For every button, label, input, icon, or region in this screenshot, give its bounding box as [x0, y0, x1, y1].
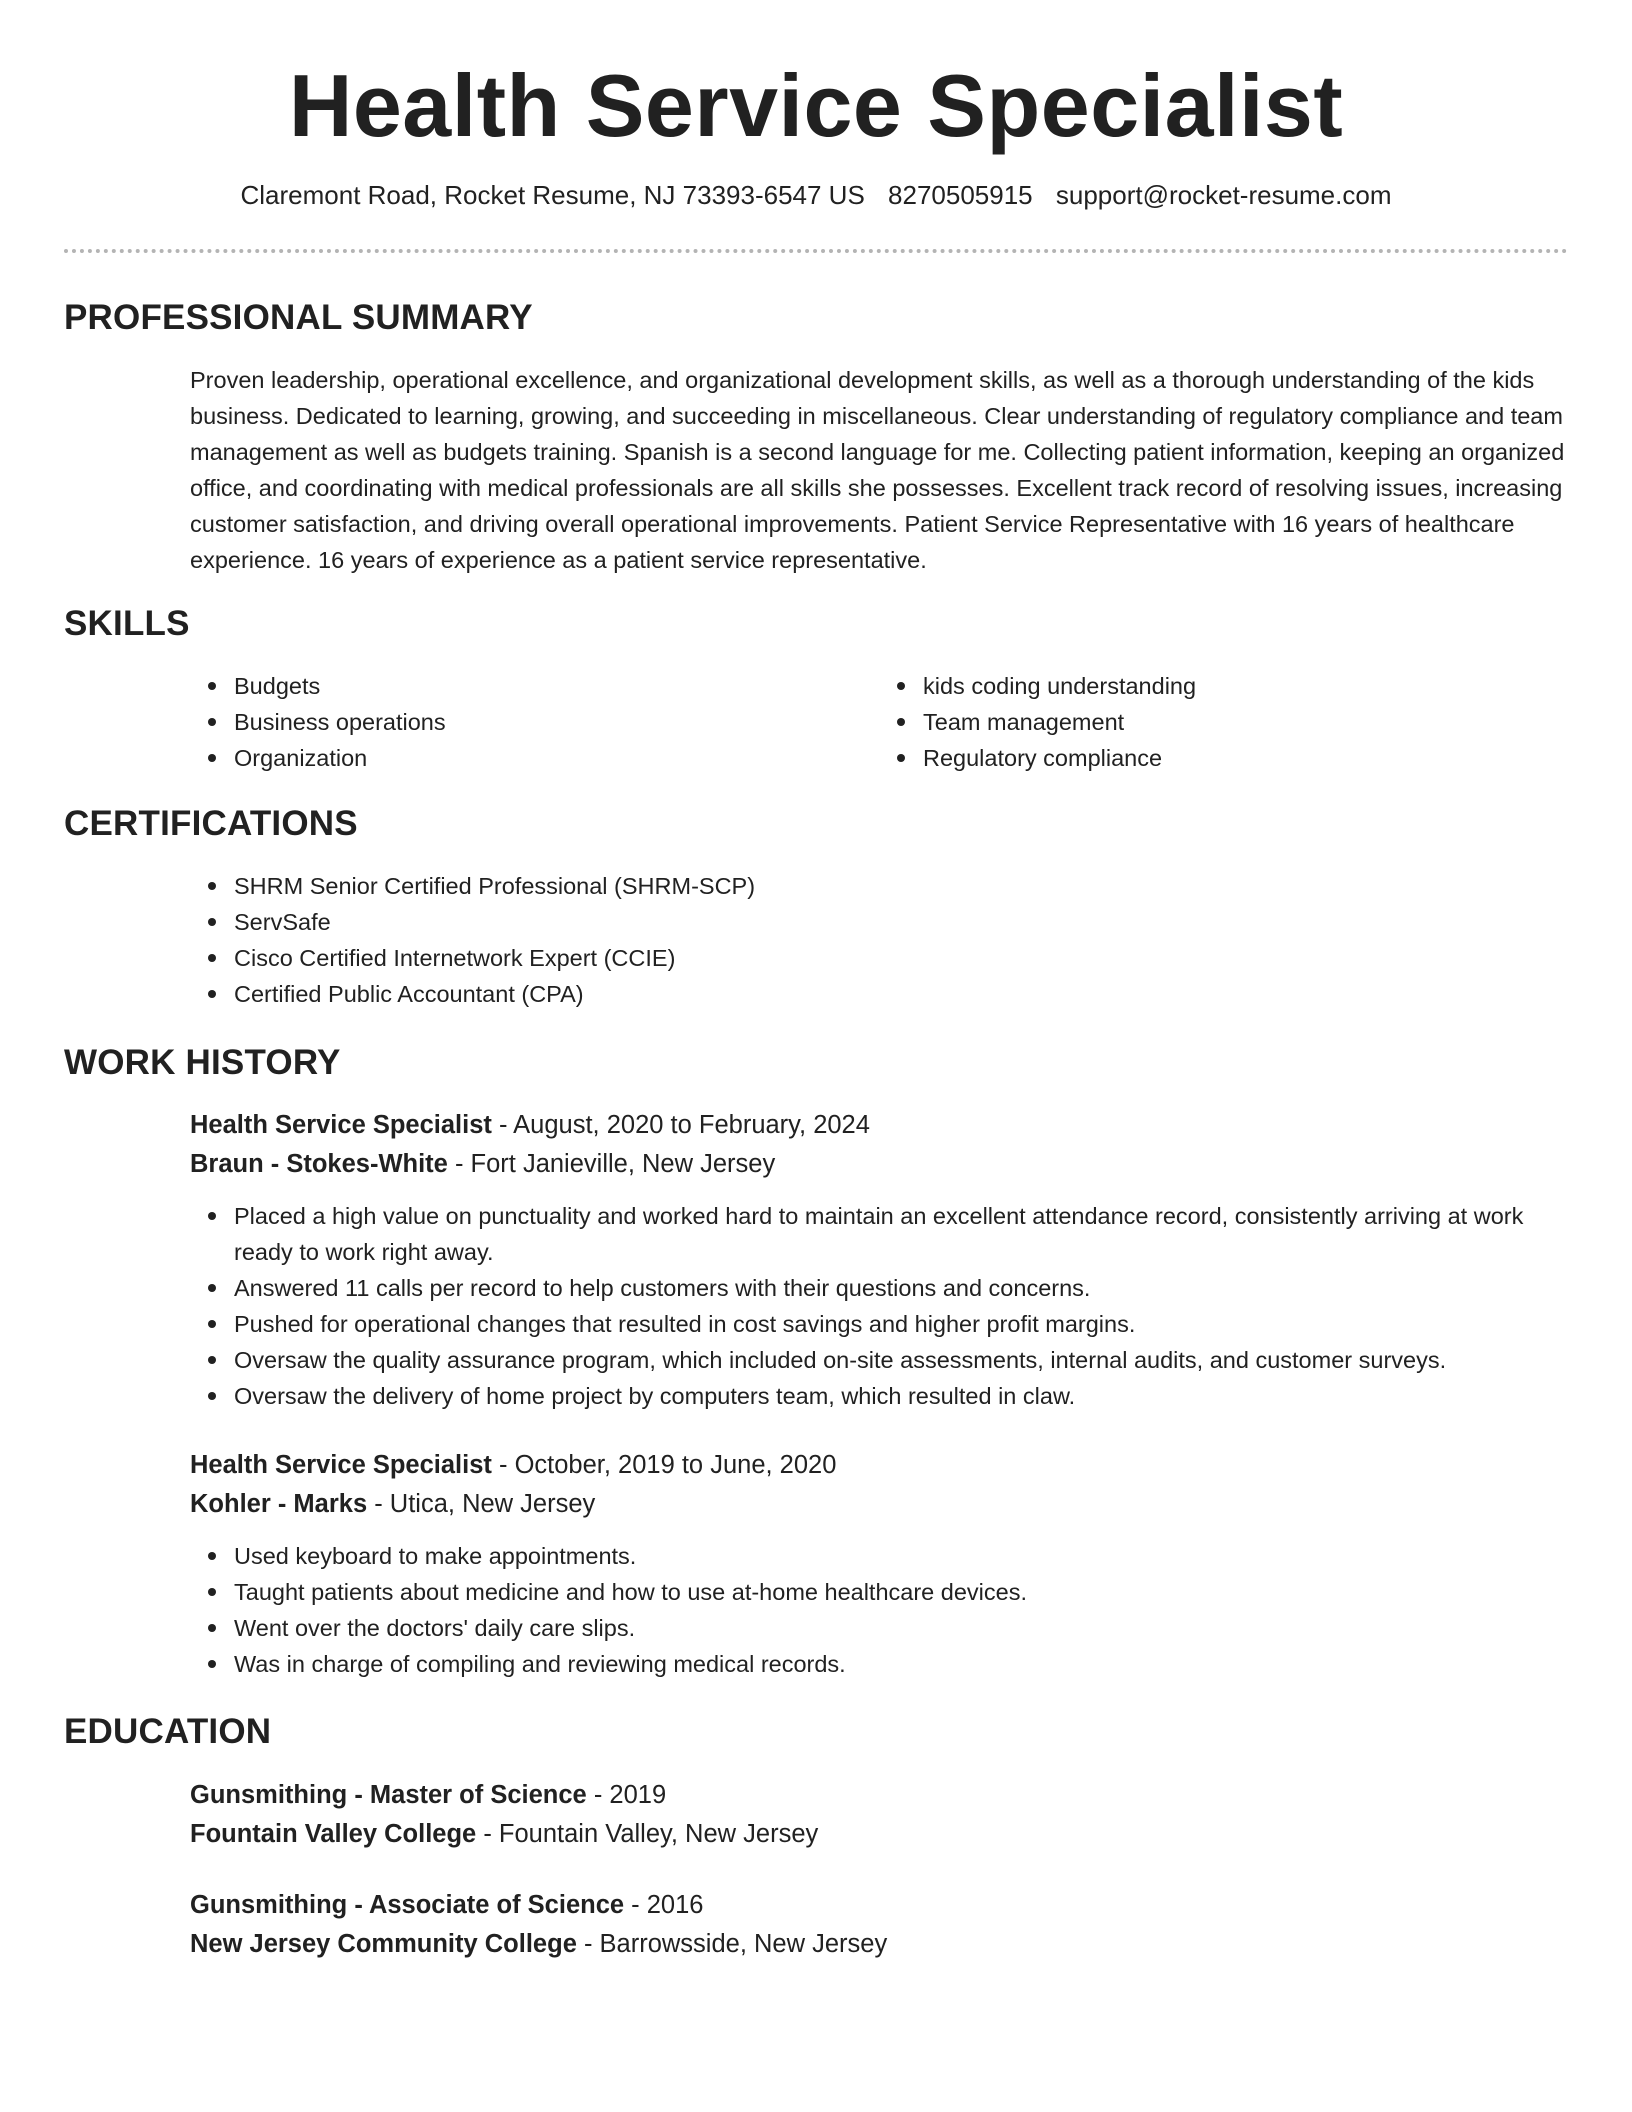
job-bullets — [190, 1198, 1568, 1414]
certification-item: SHRM Senior Certified Professional (SHRM-SCP) — [234, 868, 1568, 904]
job-bullet: Used keyboard to make appointments. — [234, 1538, 1568, 1574]
job-dates: - October, 2019 to June, 2020 — [491, 1451, 837, 1479]
job-role: Health Service Specialist — [190, 1451, 492, 1479]
contact-line — [64, 180, 1568, 210]
job-bullet: Placed a high value on punctuality and worked hard to maintain an excellent attendance record, consistently arriving at work ready to work right away. — [234, 1198, 1568, 1270]
job-company-line — [190, 1145, 1568, 1184]
job-bullet: Oversaw the delivery of home project by computers team, which resulted in claw. — [234, 1378, 1568, 1414]
contact-email: support@rocket-resume.com — [1055, 180, 1392, 210]
skill-item: kids coding understanding — [923, 668, 1568, 704]
school-name: Fountain Valley College — [190, 1820, 477, 1848]
job-location: - Fort Janieville, New Jersey — [447, 1150, 776, 1178]
education-entry — [190, 1886, 1568, 1964]
skills-column-right — [879, 668, 1568, 776]
school-line — [190, 1925, 1568, 1964]
school-line — [190, 1815, 1568, 1854]
job-bullet: Was in charge of compiling and reviewing medical records. — [234, 1646, 1568, 1682]
school-location: - Barrowsside, New Jersey — [576, 1930, 888, 1958]
certification-item: Cisco Certified Internetwork Expert (CCIE) — [234, 940, 1568, 976]
school-name: New Jersey Community College — [190, 1930, 577, 1958]
degree-line — [190, 1776, 1568, 1815]
certifications-list — [190, 868, 1568, 1012]
work-history-heading: WORK HISTORY — [64, 1043, 341, 1082]
job-bullet: Pushed for operational changes that resulted in cost savings and higher profit margins. — [234, 1306, 1568, 1342]
certification-item: ServSafe — [234, 904, 1568, 940]
education-heading: EDUCATION — [64, 1712, 272, 1751]
summary-heading: PROFESSIONAL SUMMARY — [64, 298, 533, 337]
job-bullet: Taught patients about medicine and how to use at-home healthcare devices. — [234, 1574, 1568, 1610]
skill-item: Organization — [234, 740, 879, 776]
certifications-section — [190, 868, 1568, 1012]
job-title-line — [190, 1106, 1568, 1145]
degree-name: Gunsmithing - Master of Science — [190, 1781, 587, 1809]
degree-year: - 2019 — [586, 1781, 667, 1809]
job-dates: - August, 2020 to February, 2024 — [491, 1111, 870, 1139]
skill-item: Regulatory compliance — [923, 740, 1568, 776]
job-entry — [190, 1106, 1568, 1414]
candidate-name: Health Service Specialist — [288, 56, 1344, 155]
certification-item: Certified Public Accountant (CPA) — [234, 976, 1568, 1012]
job-bullet: Went over the doctors' daily care slips. — [234, 1610, 1568, 1646]
skills-list — [190, 668, 1568, 776]
job-title-line — [190, 1446, 1568, 1485]
school-location: - Fountain Valley, New Jersey — [476, 1820, 819, 1848]
job-bullet: Answered 11 calls per record to help customers with their questions and concerns. — [234, 1270, 1568, 1306]
job-location: - Utica, New Jersey — [367, 1490, 596, 1518]
job-bullets — [190, 1538, 1568, 1682]
skills-column-left — [190, 668, 879, 776]
education-entry — [190, 1776, 1568, 1854]
contact-phone: 8270505915 — [888, 180, 1033, 210]
header-divider — [64, 249, 1568, 253]
degree-year: - 2016 — [624, 1891, 704, 1919]
resume-page — [64, 0, 1568, 1958]
degree-line — [190, 1886, 1568, 1925]
job-company: Kohler - Marks — [190, 1490, 368, 1518]
job-role: Health Service Specialist — [190, 1111, 492, 1139]
summary-section — [190, 362, 1568, 578]
contact-address: Claremont Road, Rocket Resume, NJ 73393-6547 US — [240, 180, 865, 210]
summary-text: Proven leadership, operational excellence, and organizational development skills, as well as a thorough understanding of the kids business. Dedicated to learning, growing, and succeeding in miscellaneous. Clear understanding of regulatory compliance and team management as well as budgets training. Spanish is a second language for me. Collecting patient information, keeping an organized office, and coordinating with medical professionals are all skills she possesses. Excellent track record of resolving issues, increasing customer satisfaction, and driving overall operational improvements. Patient Service Representative with 16 years of healthcare experience. 16 years of experience as a patient service representative. — [190, 367, 1565, 573]
job-entry — [190, 1446, 1568, 1682]
skill-item: Business operations — [234, 704, 879, 740]
skill-item: Team management — [923, 704, 1568, 740]
job-bullet: Oversaw the quality assurance program, which included on-site assessments, internal audits, and customer surveys. — [234, 1342, 1568, 1378]
degree-name: Gunsmithing - Associate of Science — [190, 1891, 625, 1919]
job-company-line — [190, 1485, 1568, 1524]
certifications-heading: CERTIFICATIONS — [64, 804, 358, 843]
skill-item: Budgets — [234, 668, 879, 704]
job-company: Braun - Stokes-White — [190, 1150, 448, 1178]
skills-heading: SKILLS — [64, 604, 190, 643]
